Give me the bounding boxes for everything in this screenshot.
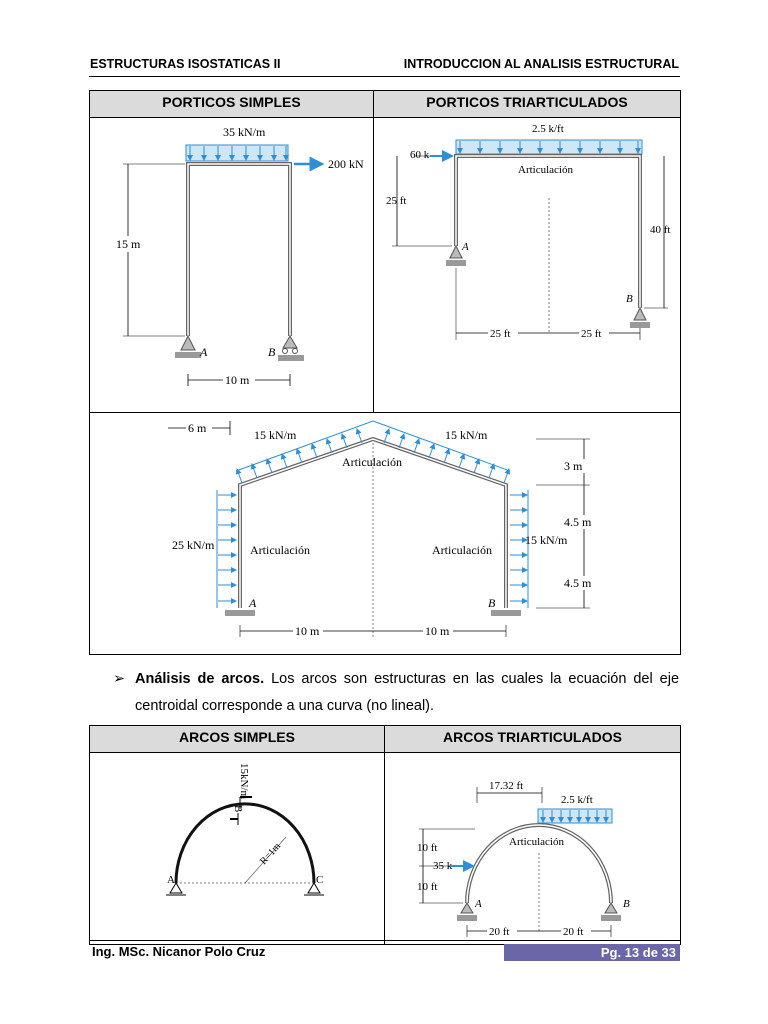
gable-hinge-right: Articulación xyxy=(432,543,492,557)
three-hinged-arch-support-b: B xyxy=(623,898,630,910)
gable-span-right: 10 m xyxy=(425,624,450,638)
gable-hinge-left: Articulación xyxy=(250,543,310,557)
bullet-arrow-icon: ➢ xyxy=(113,671,126,687)
three-hinged-frame-span-left: 25 ft xyxy=(490,328,511,340)
simple-arch-point-a: A xyxy=(167,874,175,886)
three-hinged-frame-hinge: Articulación xyxy=(518,164,573,176)
three-hinged-arch-span-left: 20 ft xyxy=(489,926,510,938)
gable-dim-top: 3 m xyxy=(564,459,583,473)
simple-frame-diagram xyxy=(90,118,373,407)
three-hinged-frame-support-b: B xyxy=(626,293,633,305)
simple-frame-support-a: A xyxy=(200,345,208,359)
header-chapter-title: INTRODUCCION AL ANALISIS ESTRUCTURAL xyxy=(403,57,679,71)
simple-frame-height-label: 15 m xyxy=(116,237,141,251)
arcos-simples-header: ARCOS SIMPLES xyxy=(90,726,385,753)
footer-author: Ing. MSc. Nicanor Polo Cruz xyxy=(92,944,266,959)
gable-frame-diagram xyxy=(90,413,679,649)
arches-body-text: Los arcos son estructuras en las cuales la ecuación del eje centroidal corresponde a una curva (no lineal). xyxy=(135,671,680,714)
simple-arch-cell xyxy=(90,753,385,945)
simple-frame-support-b: B xyxy=(268,345,276,359)
gable-support-a: A xyxy=(249,596,257,610)
three-hinged-frame-diagram xyxy=(374,118,680,407)
simple-frame-point-load: 200 kN xyxy=(328,157,364,171)
gable-span-left: 10 m xyxy=(295,624,320,638)
three-hinged-arch-cell xyxy=(385,753,681,945)
gable-left-wall-load: 25 kN/m xyxy=(172,538,215,552)
porticos-triarticulados-header: PORTICOS TRIARTICULADOS xyxy=(374,91,681,118)
three-hinged-arch-offset: 17.32 ft xyxy=(489,780,524,792)
three-hinged-arch-load: 2.5 k/ft xyxy=(561,794,593,806)
footer-divider xyxy=(89,940,680,941)
three-hinged-arch-span-right: 20 ft xyxy=(563,926,584,938)
gable-offset-label: 6 m xyxy=(188,421,207,435)
gable-right-roof-load: 15 kN/m xyxy=(445,428,488,442)
three-hinged-frame-right-height: 40 ft xyxy=(650,224,671,236)
header-divider xyxy=(89,76,680,77)
three-hinged-frame-support-a: A xyxy=(462,241,469,253)
footer-page-number: Pg. 13 de 33 xyxy=(504,944,680,961)
three-hinged-arch-dim-top: 10 ft xyxy=(417,842,438,854)
gable-dim-mid: 4.5 m xyxy=(564,515,592,529)
gable-dim-bot: 4.5 m xyxy=(564,576,592,590)
simple-frame-load-label: 35 kN/m xyxy=(223,125,266,139)
three-hinged-arch-point-load: 35 k xyxy=(433,860,453,872)
porticos-simples-header: PORTICOS SIMPLES xyxy=(90,91,374,118)
three-hinged-arch-support-a: A xyxy=(475,898,482,910)
three-hinged-arch-hinge: Articulación xyxy=(509,836,564,848)
arcos-table xyxy=(89,725,681,945)
simple-arch-diagram xyxy=(90,753,384,939)
three-hinged-frame-cell xyxy=(374,118,681,413)
porticos-table xyxy=(89,90,681,655)
gable-hinge-top: Articulación xyxy=(342,455,402,469)
simple-arch-point-c: C xyxy=(316,874,324,886)
simple-arch-radius: R=1m xyxy=(258,840,284,868)
gable-frame-cell xyxy=(90,413,681,655)
simple-arch-load: 15kN/m xyxy=(238,763,250,800)
header-course-title: ESTRUCTURAS ISOSTATICAS II xyxy=(90,57,281,71)
three-hinged-frame-point-load: 60 k xyxy=(410,149,430,161)
gable-support-b: B xyxy=(488,596,496,610)
gable-right-wall-load: 15 kN/m xyxy=(525,533,568,547)
arcos-triarticulados-header: ARCOS TRIARTICULADOS xyxy=(385,726,681,753)
simple-frame-span-label: 10 m xyxy=(225,373,250,387)
three-hinged-frame-span-right: 25 ft xyxy=(581,328,602,340)
three-hinged-arch-dim-bot: 10 ft xyxy=(417,881,438,893)
three-hinged-frame-load: 2.5 k/ft xyxy=(532,123,564,135)
three-hinged-arch-diagram xyxy=(385,753,680,939)
gable-left-roof-load: 15 kN/m xyxy=(254,428,297,442)
simple-arch-point-b: B xyxy=(232,805,244,813)
arches-paragraph xyxy=(113,666,679,720)
simple-frame-cell xyxy=(90,118,374,413)
three-hinged-frame-left-height: 25 ft xyxy=(386,195,407,207)
arches-heading: Análisis de arcos. xyxy=(135,671,265,687)
